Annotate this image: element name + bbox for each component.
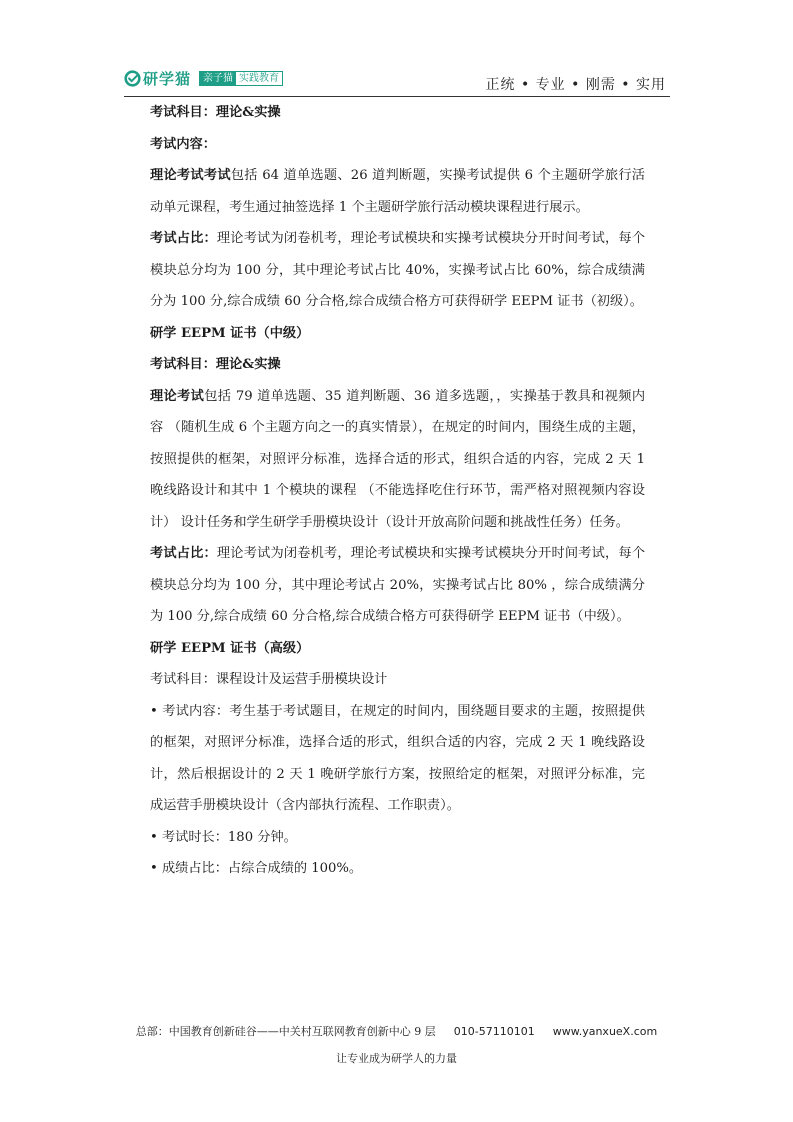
brand-logo[interactable] [124, 68, 283, 89]
sub-brand-badge [199, 71, 283, 86]
cat-logo-icon [124, 70, 141, 87]
footer-website[interactable]: www.yanxueX.com [552, 1025, 658, 1038]
footer-contact [0, 1023, 793, 1039]
exam-subject-line: 考试科目：课程设计及运营手册模块设计 [150, 672, 388, 687]
paragraph-lead: 理论考试 [150, 388, 205, 404]
bullet-item: • 成绩占比：占综合成绩的 100%。 [150, 861, 363, 876]
bullet-item: • 考试时长：180 分钟。 [150, 829, 297, 845]
paragraph-lead: 理论考试考试 [150, 168, 231, 183]
paragraph [150, 160, 645, 223]
paragraph [150, 381, 645, 539]
header-slogan: 正统 • 专业 • 刚需 • 实用 [485, 77, 666, 93]
page-header [124, 58, 670, 97]
paragraph-lead: 考试占比： [150, 546, 217, 561]
exam-subject-heading: 考试科目：理论&实操 [150, 105, 281, 120]
sub-brand-right: 实践教育 [236, 72, 282, 85]
footer-tagline: 让专业成为研学人的力量 [336, 1052, 457, 1065]
section-heading-advanced: 研学 EEPM 证书（高级） [150, 640, 310, 656]
footer-address: 总部：中国教育创新硅谷——中关村互联网教育创新中心 9 层 [135, 1025, 436, 1038]
sub-brand-left: 亲子猫 [200, 72, 236, 85]
page-footer [0, 1023, 793, 1066]
paragraph-text: 包括 64 道单选题、26 道判断题，实操考试提供 6 个主题研学旅行活动单元课程，考生通过抽签选择 1 个主题研学旅行活动模块课程进行展示。 [150, 168, 645, 215]
paragraph-text: 理论考试为闭卷机考，理论考试模块和实操考试模块分开时间考试，每个模块总分均为 100 分，其中理论考试占比 40%，实操考试占比 60%，综合成绩满分为 100 分,综合成绩 60 分合格,综合成绩合格方可获得研学 EEPM 证书（初级）。 [150, 231, 646, 309]
exam-content-heading: 考试内容： [150, 136, 216, 152]
footer-phone: 010-57110101 [453, 1025, 535, 1038]
paragraph-text: 包括 79 道单选题、35 道判断题、36 道多选题，，实操基于教具和视频内容 （随机生成 6 个主题方向之一的真实情景），在规定的时间内，围绕生成的主题，按照提供的框架，对照评分标准，选择合适的形式，组织合适的内容，完成 2 天 1 晚线路设计和其中 1 个模块的课程 （不能选择吃住行环节，需严格对照视频内容设计） 设计任务和学生研学手册模块设计（设计开放高阶问题和挑战性任务）任务。 [150, 388, 646, 530]
document-body [150, 97, 645, 885]
bullet-item: • 考试内容：考生基于考试题目，在规定的时间内，围绕题目要求的主题，按照提供的框架，对照评分标准，选择合适的形式，组织合适的内容，完成 2 天 1 晚线路设计，然后根据设计的 2 天 1 晚研学旅行方案，按照给定的框架，对照评分标准，完成运营手册模块设计（含内部执行流程、工作职责）。 [150, 703, 645, 813]
exam-subject-heading: 考试科目：理论&实操 [150, 357, 281, 372]
paragraph [150, 223, 645, 318]
brand-name: 研学猫 [143, 70, 192, 88]
paragraph [150, 538, 645, 633]
section-heading-intermediate: 研学 EEPM 证书（中级） [150, 325, 310, 341]
paragraph-lead: 考试占比： [150, 231, 217, 246]
paragraph-text: 理论考试为闭卷机考，理论考试模块和实操考试模块分开时间考试，每个模块总分均为 100 分，其中理论考试占 20%，实操考试占比 80% ，综合成绩满分为 100 分,综合成绩 60 分合格,综合成绩合格方可获得研学 EEPM 证书（中级）。 [150, 546, 646, 624]
